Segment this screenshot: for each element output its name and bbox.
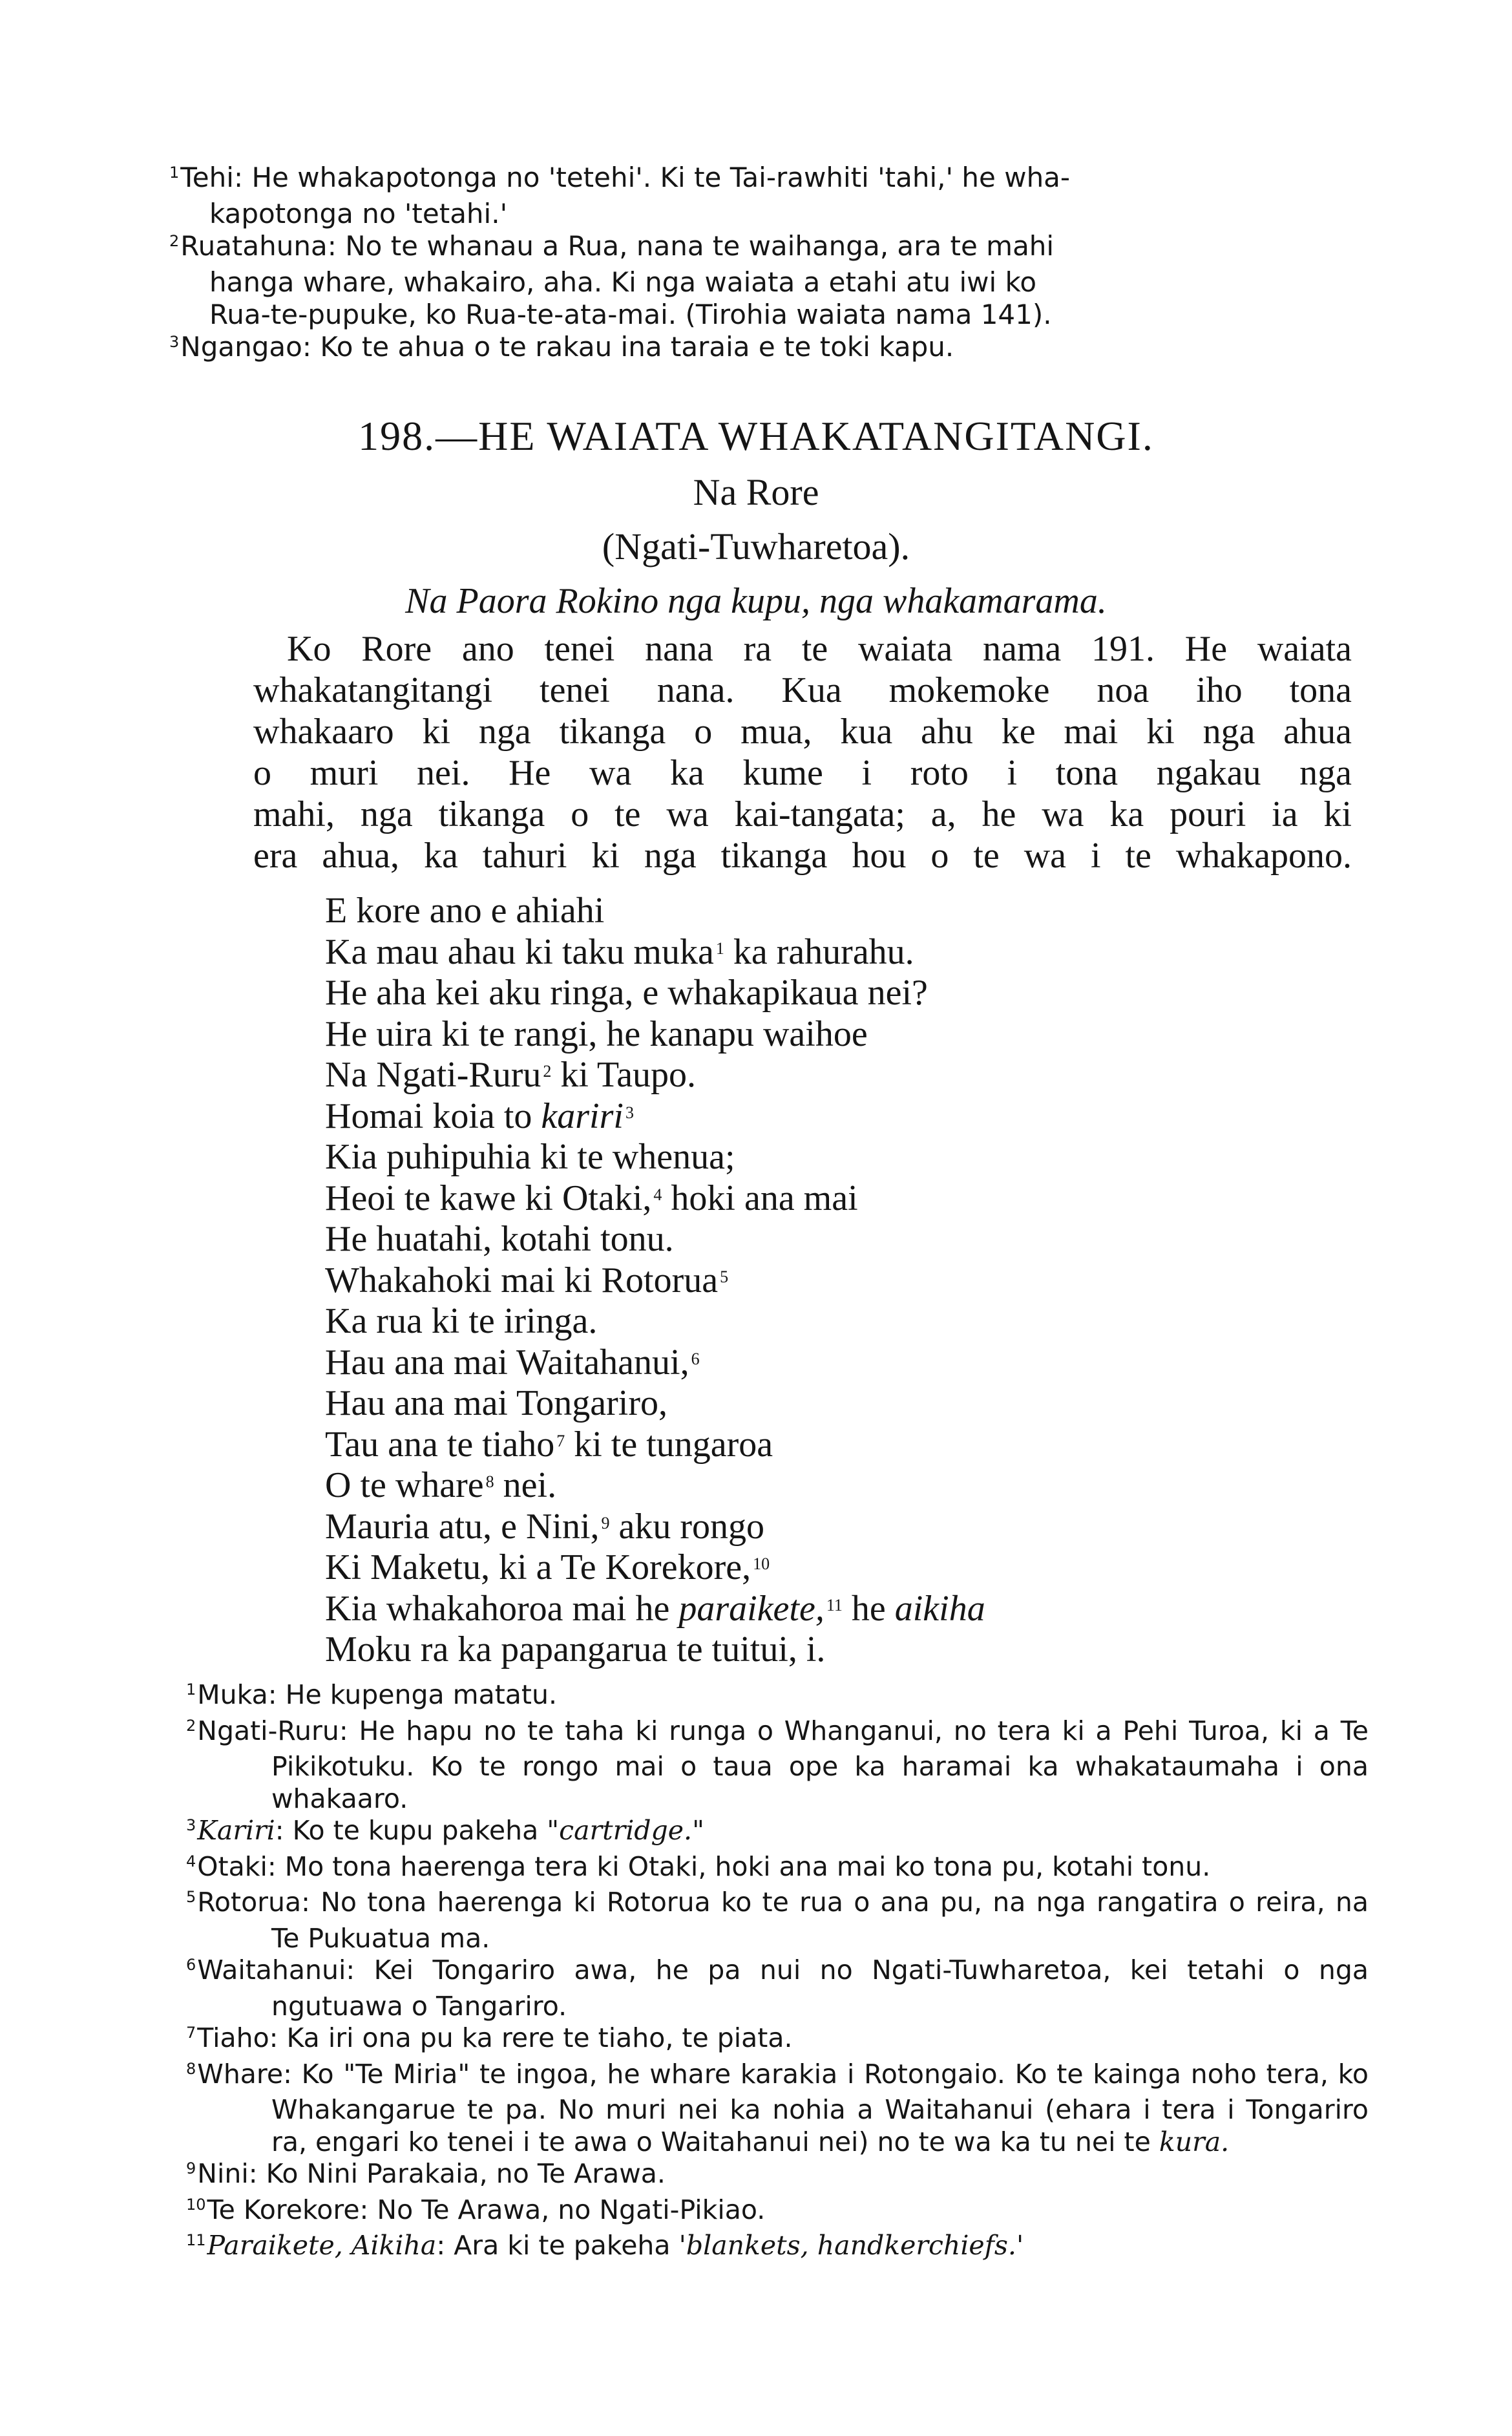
footnote: $^9$Nini: Ko Nini Parakaia, no Te Arawa. — [186, 2158, 666, 2189]
intro-line: Ko Rore ano tenei nana ra te waiata nama 191. He waiata — [287, 629, 1352, 669]
intro-line: whakatangitangi tenei nana. Kua mokemoke noa iho tona — [253, 670, 1352, 710]
footnote: $^{10}$Te Korekore: No Te Arawa, no Ngati-Pikiao. — [186, 2194, 766, 2225]
verse-line: Moku ra ka papangarua te tuitui, i. — [325, 1629, 826, 1669]
bottom-footnotes — [186, 1679, 1369, 2266]
song-title: 198.—HE WAIATA WHAKATANGITANGI. — [358, 413, 1154, 459]
verse-line: O te whare $^8$ nei. — [325, 1465, 557, 1505]
song-author: Na Rore — [693, 471, 819, 513]
verse-line: Hau ana mai Tongariro, — [325, 1383, 667, 1423]
song-tribe: (Ngati-Tuwharetoa). — [602, 525, 910, 567]
footnote-ref: 9 — [601, 1513, 610, 1532]
footnote-ref: 1 — [715, 938, 724, 958]
intro-line: era ahua, ka tahuri ki nga tikanga hou o te wa i te whakapono. — [253, 836, 1352, 876]
verse-line: He uira ki te rangi, he kanapu waihoe — [325, 1013, 868, 1054]
footnote: $^1$Muka: He kupenga matatu. — [186, 1679, 557, 1710]
verse-line: Tau ana te tiaho $^7$ ki te tungaroa — [325, 1424, 773, 1465]
intro-line: whakaaro ki nga tikanga o mua, kua ahu ke mai ki nga ahua — [253, 712, 1352, 752]
footnote-ref: 2 — [543, 1062, 552, 1081]
footnote-ref: 3 — [625, 1103, 634, 1122]
verse-line: He huatahi, kotahi tonu. — [325, 1219, 674, 1259]
footnote: $^3$Kariri: Ko te kupu pakeha "cartridge." — [186, 1815, 704, 1846]
intro-line: mahi, nga tikanga o te wa kai-tangata; a, he wa ka pouri ia ki — [253, 794, 1352, 834]
verse-line: Homai koia to kariri $^3$ — [325, 1096, 634, 1136]
verse-line: Heoi te kawe ki Otaki, $^4$ hoki ana mai — [325, 1178, 858, 1218]
verse-line: Kia whakahoroa mai he paraikete, $^{11}$ he aikiha — [325, 1588, 985, 1629]
footnote-ref: 11 — [826, 1595, 843, 1615]
footnote-term: Tiaho — [197, 2022, 269, 2053]
footnote: $^{11}$Paraikete, Aikiha: Ara ki te pakeha 'blankets, handkerchiefs.' — [186, 2230, 1024, 2261]
verse-line: E kore ano e ahiahi — [325, 891, 605, 931]
footnote-ref: 4 — [653, 1185, 662, 1204]
footnote: $^3$Ngangao: Ko te ahua o te rakau ina taraia e te toki kapu. — [169, 331, 954, 363]
footnote-ref: 10 — [753, 1554, 770, 1573]
footnote-ref: 6 — [691, 1349, 700, 1368]
footnote-term: Tehi — [180, 162, 234, 193]
poem — [325, 891, 985, 1671]
top-footnotes — [169, 162, 1371, 367]
song-credit: Na Paora Rokino nga kupu, nga whakamarama. — [405, 581, 1107, 621]
footnote-line: No te whanau a Rua, nana te waihanga, ara te mahi — [345, 230, 1055, 262]
verse-line: Mauria atu, e Nini, $^9$ aku rongo — [325, 1506, 765, 1547]
footnote-term: Rotorua — [197, 1887, 302, 1918]
footnote-ref: 7 — [556, 1431, 565, 1450]
footnote-ref: 8 — [485, 1472, 494, 1491]
footnote: $^8$Whare: Ko "Te Miria" te ingoa, he whare karakia i Rotongaio. Ko te kainga noho tera, ko Whakangarue te pa. No muri nei ka nohia a Waitahanui (ehara i tera i Tongariro ra, engari ko tenei i te awa o Waitahanui nei) no te wa ka tu nei te kura. — [186, 2058, 1369, 2157]
footnote-line: kapotonga no 'tetahi.' — [209, 198, 508, 229]
footnote-term: Muka — [197, 1679, 268, 1710]
footnote-ref: 5 — [720, 1267, 729, 1286]
footnote: $^7$Tiaho: Ka iri ona pu ka rere te tiaho, te piata. — [186, 2022, 793, 2053]
footnote-line: Rua-te-pupuke, ko Rua-te-ata-mai. (Tirohia waiata nama 141). — [209, 299, 1052, 330]
footnote: $^2$Ruatahuna: No te whanau a Rua, nana te waihanga, ara te mahi hanga whare, whakairo, aha. Ki nga waiata a etahi atu iwi ko Rua-te-pupuke, ko Rua-te-ata-mai. (Tirohia waiata nama 141). — [169, 230, 1055, 330]
footnote-term: Otaki — [197, 1850, 268, 1882]
verse-line: Na Ngati-Ruru $^2$ ki Taupo. — [325, 1055, 697, 1095]
footnote-term: Te Korekore — [207, 2194, 360, 2225]
footnote: $^2$Ngati-Ruru: He hapu no te taha ki runga o Whanganui, no tera ki a Pehi Turoa, ki a Te Pikikotuku. Ko te rongo mai o taua ope ka haramai ka whakataumaha i ona whakaaro. — [186, 1715, 1369, 1814]
footnote-term: Waitahanui — [197, 1954, 346, 1986]
footnote-term: Whare — [197, 2058, 284, 2090]
footnote-term: Ngangao — [180, 331, 302, 363]
footnote-term: Ruatahuna — [180, 230, 328, 262]
footnote: $^5$Rotorua: No tona haerenga ki Rotorua ko te rua o ana pu, na nga rangatira o reira, na Te Pukuatua ma. — [186, 1887, 1369, 1954]
verse-line: Kia puhipuhia ki te whenua; — [325, 1137, 735, 1177]
verse-line: He aha kei aku ringa, e whakapikaua nei? — [325, 973, 928, 1013]
footnote: $^4$Otaki: Mo tona haerenga tera ki Otaki, hoki ana mai ko tona pu, kotahi tonu. — [186, 1850, 1211, 1882]
verse-line: Whakahoki mai ki Rotorua $^5$ — [325, 1260, 729, 1300]
intro-line: o muri nei. He wa ka kume i roto i tona ngakau nga — [253, 753, 1352, 793]
verse-line: Ka mau ahau ki taku muka $^1$ ka rahurahu. — [325, 931, 914, 972]
footnote-term: Ngati-Ruru — [197, 1715, 339, 1746]
footnote-term: Nini — [197, 2158, 249, 2189]
footnote-term: Paraikete, Aikiha — [207, 2230, 437, 2261]
footnote: $^6$Waitahanui: Kei Tongariro awa, he pa nui no Ngati-Tuwharetoa, kei tetahi o nga ngutuawa o Tangariro. — [186, 1954, 1369, 2022]
verse-line: Ka rua ki te iringa. — [325, 1301, 598, 1341]
verse-line: Hau ana mai Waitahanui, $^6$ — [325, 1342, 700, 1382]
intro-paragraph — [253, 628, 1352, 876]
footnote-term: Kariri — [197, 1815, 275, 1846]
footnote-line: He whakapotonga no 'tetehi'. Ki te Tai-rawhiti 'tahi,' he wha- — [251, 162, 1071, 193]
footnote-line: hanga whare, whakairo, aha. Ki nga waiata a etahi atu iwi ko — [209, 266, 1037, 298]
verse-line: Ki Maketu, ki a Te Korekore, $^{10}$ — [325, 1547, 770, 1587]
footnote: $^1$Tehi: He whakapotonga no 'tetehi'. Ki te Tai-rawhiti 'tahi,' he wha- kapotonga no 'tetahi.' — [169, 162, 1071, 229]
footnote-line: Ko te ahua o te rakau ina taraia e te toki kapu. — [320, 331, 954, 363]
